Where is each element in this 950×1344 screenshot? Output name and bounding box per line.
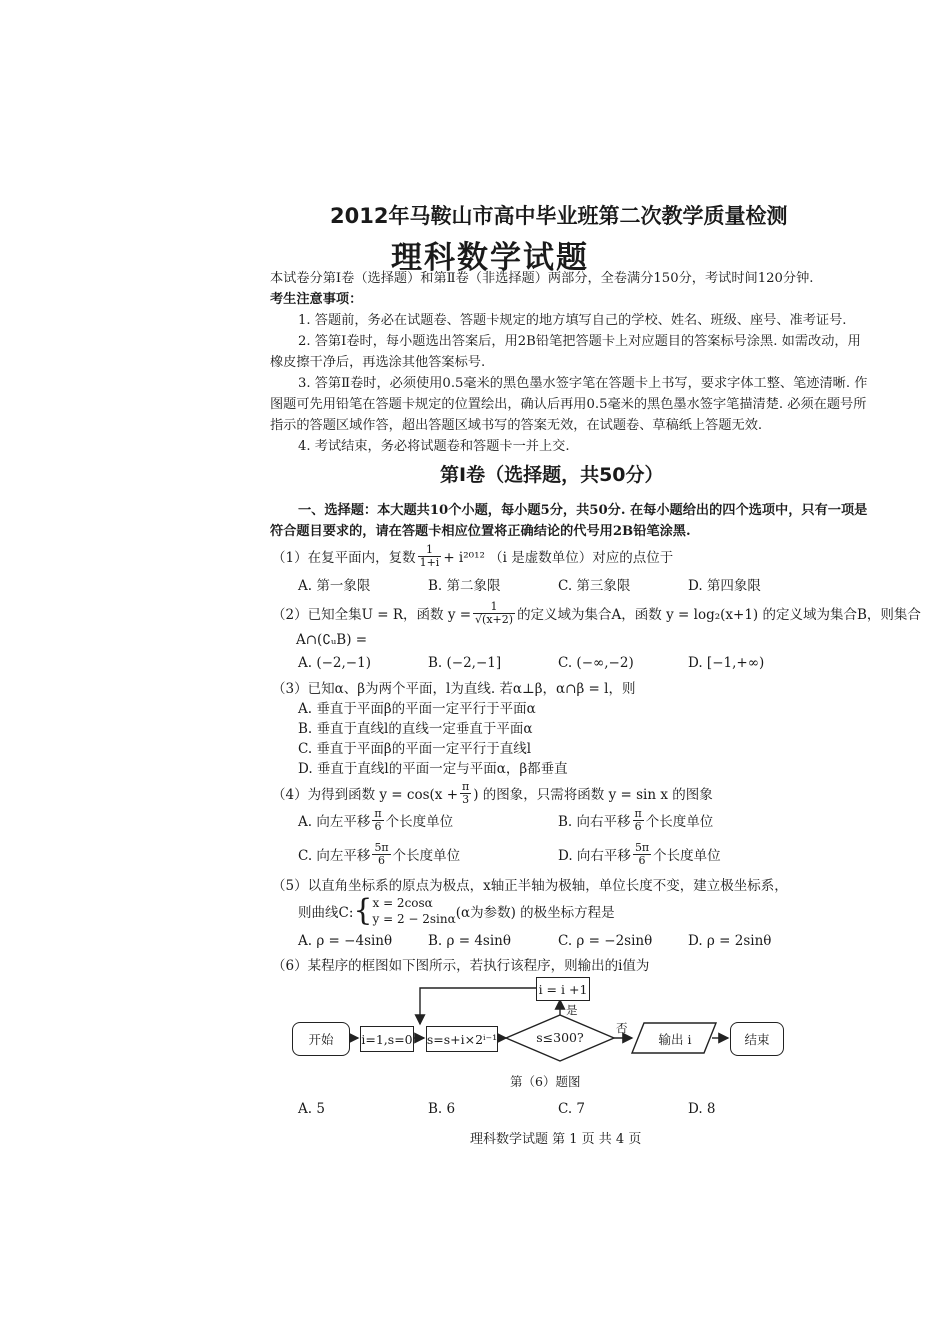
question-5-curve: 则曲线C: { x = 2cosα y = 2 − 2sinα (α为参数) 的极坐标方程是 — [298, 893, 615, 928]
q4-option-a: A. 向左平移 $\frac{\pi}{6}$ 个长度单位 — [298, 806, 454, 833]
flow-init: i=1,s=0 — [360, 1026, 414, 1052]
q1-option-b: B. 第二象限 — [428, 578, 501, 594]
flow-condition: s≤300? — [536, 1030, 584, 1045]
q6-option-a: A. 5 — [298, 1101, 325, 1117]
fraction: $\frac{1}{√(x+2)}$ — [475, 599, 514, 626]
flow-increment: i = i +1 — [536, 977, 590, 1001]
flow-yes-label: 是 — [566, 1003, 578, 1017]
flow-start: 开始 — [292, 1022, 350, 1056]
question-4-stem: （4）为得到函数 y = cos(x + $\frac{\pi}{3}$ ) 的图象，只需将函数 y = sin x 的图象 — [272, 779, 713, 806]
question-1-stem: （1）在复平面内，复数 $\frac{1}{1+i}$ + i²⁰¹² （i 是虚数单位）对应的点位于 — [272, 542, 674, 569]
notice-title: 考生注意事项： — [270, 292, 363, 307]
q5-option-c: C. ρ = −2sinθ — [558, 933, 653, 949]
q2-option-c: C. (−∞,−2) — [558, 655, 634, 671]
q6-option-d: D. 8 — [688, 1101, 716, 1117]
flow-update: s=s+i×2ⁱ⁻¹ — [426, 1026, 498, 1052]
figure-caption: 第（6）题图 — [510, 1074, 581, 1089]
q2-option-a: A. (−2,−1) — [298, 655, 371, 671]
flow-end: 结束 — [730, 1022, 784, 1056]
q2-option-d: D. [−1,+∞) — [688, 655, 765, 671]
question-3-stem: （3）已知α、β为两个平面，l为直线. 若α⊥β，α∩β = l，则 — [272, 681, 636, 697]
notice-2b: 橡皮擦干净后，再选涂其他答案标号. — [270, 355, 486, 370]
q5-option-a: A. ρ = −4sinθ — [298, 933, 393, 949]
section-instr-a: 一、选择题：本大题共10个小题，每小题5分，共50分. 在每小题给出的四个选项中，只有一项是 — [298, 503, 868, 518]
section-instr-b: 符合题目要求的，请在答题卡相应位置将正确结论的代号用2B铅笔涂黑. — [270, 524, 691, 539]
q5-option-d: D. ρ = 2sinθ — [688, 933, 772, 949]
q3-option-d: D. 垂直于直线l的平面一定与平面α，β都垂直 — [298, 761, 568, 777]
q1-option-c: C. 第三象限 — [558, 578, 631, 594]
notice-2a: 2. 答第Ⅰ卷时，每小题选出答案后，用2B铅笔把答题卡上对应题目的答案标号涂黑. 如需改动，用 — [298, 334, 861, 349]
q2-option-b: B. (−2,−1] — [428, 655, 502, 671]
brace-glyph: { — [353, 893, 373, 928]
param-system: x = 2cosα y = 2 − 2sinα — [372, 896, 456, 926]
fraction: $\frac{1}{1+i}$ — [419, 542, 440, 569]
q5-option-b: B. ρ = 4sinθ — [428, 933, 511, 949]
q3-option-c: C. 垂直于平面β的平面一定平行于直线l — [298, 741, 532, 757]
q4-option-c: C. 向左平移 $\frac{5\pi}{6}$ 个长度单位 — [298, 840, 461, 867]
notice-3a: 3. 答第Ⅱ卷时，必须使用0.5毫米的黑色墨水签字笔在答题卡上书写，要求字体工整、笔迹清晰. 作 — [298, 376, 868, 391]
q1-option-d: D. 第四象限 — [688, 578, 761, 594]
notice-4: 4. 考试结束，务必将试题卷和答题卡一并上交. — [298, 439, 570, 454]
question-2-stem: （2）已知全集U = R，函数 y = $\frac{1}{√(x+2)}$ 的定义域为集合A，函数 y = log₂(x+1) 的定义域为集合B，则集合 — [272, 599, 921, 626]
q4-option-d: D. 向右平移 $\frac{5\pi}{6}$ 个长度单位 — [558, 840, 721, 867]
exam-subtitle: 理科数学试题 — [391, 240, 589, 276]
notice-3c: 指示的答题区域作答，超出答题区域书写的答案无效，在试题卷、草稿纸上答题无效. — [270, 418, 763, 433]
q6-option-c: C. 7 — [558, 1101, 586, 1117]
flow-no-label: 否 — [616, 1021, 628, 1035]
q4-option-b: B. 向右平移 $\frac{\pi}{6}$ 个长度单位 — [558, 806, 714, 833]
question-2-line2: A∩(∁ᵤB) = — [296, 632, 368, 648]
q6-option-b: B. 6 — [428, 1101, 456, 1117]
q3-option-b: B. 垂直于直线l的直线一定垂直于平面α — [298, 721, 533, 737]
question-5-stem: （5）以直角坐标系的原点为极点，x轴正半轴为极轴，单位长度不变，建立极坐标系， — [272, 878, 788, 894]
notice-3b: 图题可先用铅笔在答题卡规定的位置绘出，确认后再用0.5毫米的黑色墨水签字笔描清楚. 必须在题号所 — [270, 397, 867, 412]
flow-output: 输出 i — [658, 1032, 692, 1047]
page-footer: 理科数学试题 第 1 页 共 4 页 — [470, 1132, 642, 1147]
question-6-stem: （6）某程序的框图如下图所示，若执行该程序，则输出的i值为 — [272, 958, 650, 974]
q3-option-a: A. 垂直于平面β的平面一定平行于平面α — [298, 701, 536, 717]
exam-title: 2012年马鞍山市高中毕业班第二次教学质量检测 — [330, 204, 788, 228]
section-title: 第Ⅰ卷（选择题，共50分） — [440, 464, 664, 486]
intro-line: 本试卷分第Ⅰ卷（选择题）和第Ⅱ卷（非选择题）两部分，全卷满分150分，考试时间120分钟. — [270, 271, 814, 286]
fraction: $\frac{\pi}{3}$ — [462, 779, 470, 806]
notice-1: 1. 答题前，务必在试题卷、答题卡规定的地方填写自己的学校、姓名、班级、座号、准考证号. — [298, 313, 847, 328]
q1-option-a: A. 第一象限 — [298, 578, 371, 594]
